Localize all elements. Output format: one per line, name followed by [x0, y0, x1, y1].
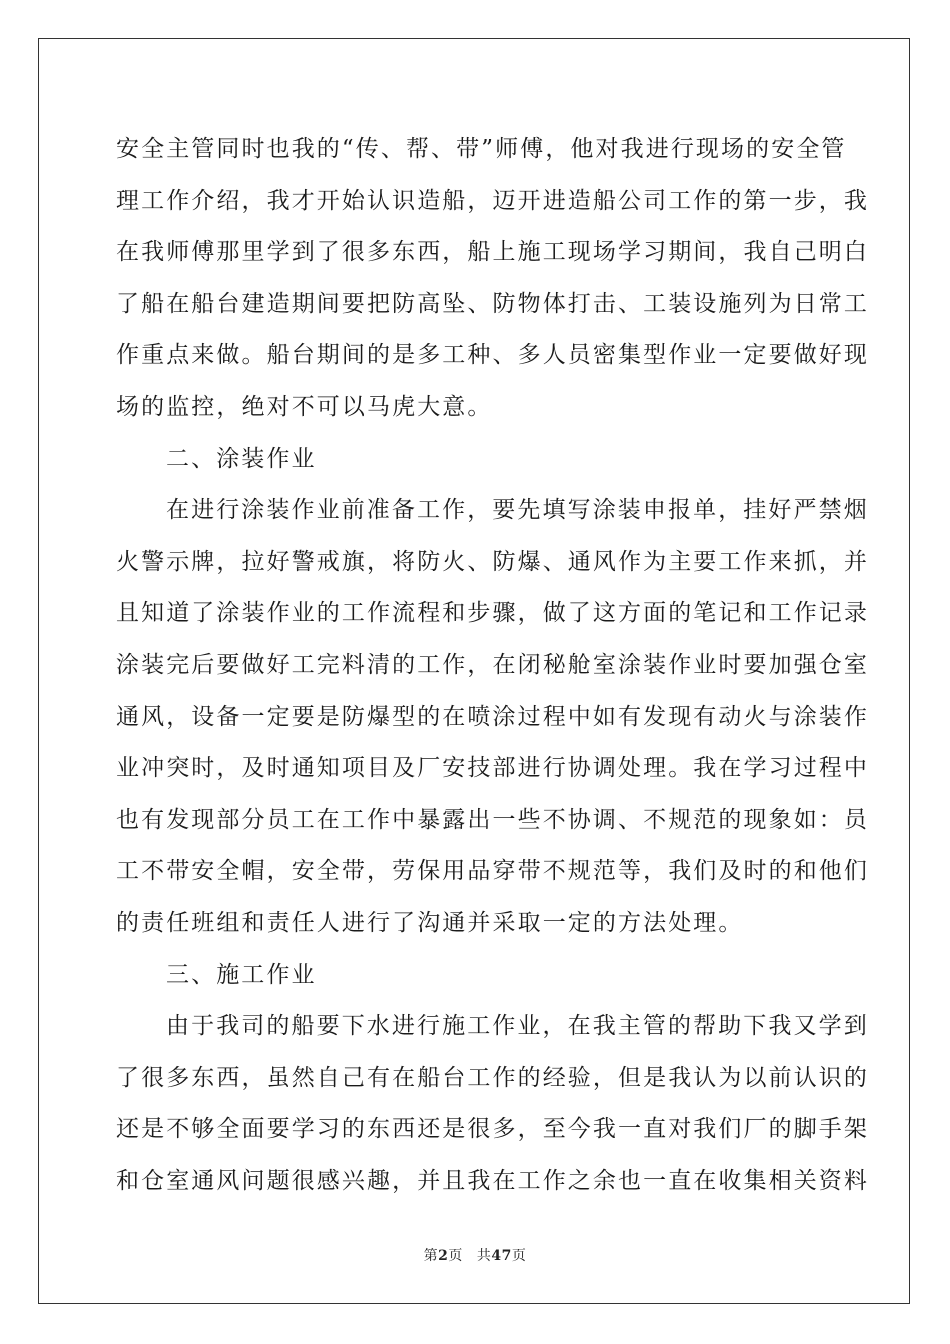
text-line: 在我师傅那里学到了很多东西，船上施工现场学习期间，我自己明白	[116, 239, 869, 266]
text-line: 在进行涂装作业前准备工作，要先填写涂装申报单，挂好严禁烟	[166, 497, 869, 524]
page-suffix: 页	[448, 1248, 463, 1264]
page-prefix: 第	[423, 1248, 439, 1264]
total-pages: 47	[491, 1248, 512, 1264]
text-line: 和仓室通风问题很感兴趣，并且我在工作之余也一直在收集相关资料	[116, 1167, 869, 1194]
text-line: 也有发现部分员工在工作中暴露出一些不协调、不规范的现象如：员	[116, 806, 869, 833]
text-line: 工不带安全帽，安全带，劳保用品穿带不规范等，我们及时的和他们	[116, 858, 869, 885]
text-line: 了船在船台建造期间要把防高坠、防物体打击、工装设施列为日常工	[116, 290, 869, 317]
page-footer	[0, 1245, 950, 1265]
text-line: 业冲突时，及时通知项目及厂安技部进行协调处理。我在学习过程中	[116, 755, 869, 782]
text-line: 且知道了涂装作业的工作流程和步骤，做了这方面的笔记和工作记录	[116, 600, 869, 627]
text-line: 了很多东西，虽然自己有在船台工作的经验，但是我认为以前认识的	[116, 1064, 869, 1091]
text-line: 场的监控，绝对不可以马虎大意。	[116, 393, 493, 420]
page-number: 2	[438, 1248, 449, 1264]
text-line: 的责任班组和责任人进行了沟通并采取一定的方法处理。	[116, 909, 744, 936]
text-line: 通风，设备一定要是防爆型的在喷涂过程中如有发现有动火与涂装作	[116, 703, 869, 730]
total-prefix: 共	[476, 1248, 492, 1264]
document-body	[116, 124, 869, 1207]
section-heading: 二、涂装作业	[166, 445, 317, 472]
text-line: 安全主管同时也我的“传、帮、带”师傅，他对我进行现场的安全管	[116, 136, 847, 162]
text-line: 还是不够全面要学习的东西还是很多，至今我一直对我们厂的脚手架	[116, 1116, 869, 1143]
total-suffix: 页	[511, 1248, 527, 1264]
section-heading: 三、施工作业	[166, 961, 317, 988]
text-line: 火警示牌，拉好警戒旗，将防火、防爆、通风作为主要工作来抓，并	[116, 548, 869, 575]
text-line: 作重点来做。船台期间的是多工种、多人员密集型作业一定要做好现	[116, 342, 869, 369]
text-line: 涂装完后要做好工完料清的工作，在闭秘舱室涂装作业时要加强仓室	[116, 651, 869, 678]
text-line: 理工作介绍，我才开始认识造船，迈开进造船公司工作的第一步，我	[116, 187, 869, 214]
text-line: 由于我司的船要下水进行施工作业，在我主管的帮助下我又学到	[166, 1013, 869, 1040]
